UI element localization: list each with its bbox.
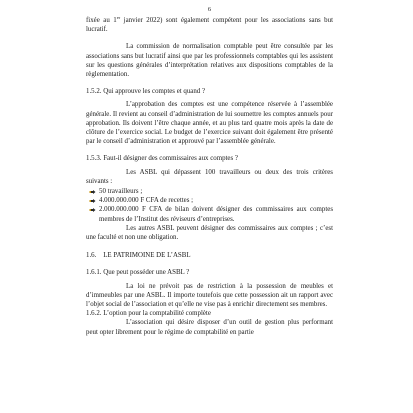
criteria-list bbox=[86, 187, 333, 224]
section-161-body: La loi ne prévoit pas de restriction à la possession de meubles et d’immeubles par une ASBL. Il importe toutefois que cette possession ait un rapport avec l’objet social de l’association et qu’elle ne vise pas à enrichir directement ses membres. bbox=[86, 282, 333, 309]
intro-text-post: janvier 2022) sont également compétent pour les associations sans but lucratif. bbox=[86, 17, 333, 34]
pointing-hand-bullet-icon bbox=[89, 207, 96, 213]
intro-text-pre: fixée au 1 bbox=[86, 17, 117, 24]
section-152-heading: 1.5.2. Qui approuve les comptes et quand ? bbox=[86, 88, 206, 96]
section-161-heading: 1.6.1. Que peut posséder une ASBL ? bbox=[86, 269, 190, 277]
section-153-intro: Les ASBL qui dépassent 100 travailleurs ou deux des trois critères suivants : bbox=[86, 168, 333, 185]
section-153-heading: 1.5.3. Faut-il désigner des commissaires aux comptes ? bbox=[86, 155, 238, 163]
pointing-hand-bullet-icon bbox=[89, 189, 96, 195]
list-item bbox=[86, 187, 333, 196]
list-item bbox=[86, 205, 333, 223]
page-number: 6 bbox=[207, 6, 212, 13]
section-152-body: L’approbation des comptes est une compétence réservée à l’assemblée générale. Il revient au conseil d’administration de lui soumettre les comptes annuels pour approbation. Ils doivent l’être chaque année, et au plus tard quatre mois après la date de clôture de l’exercice social. Le budget de l’exercice suivant doit également être présenté par le conseil d’administration et approuvé par l’assemblée générale. bbox=[86, 101, 333, 146]
section-162-body: L’association qui désire disposer d’un outil de gestion plus performant peut opter librement pour le régime de comptabilité en partie bbox=[86, 319, 333, 336]
section-16-heading: 1.6. LE PATRIMOINE DE L’ASBL bbox=[86, 252, 191, 260]
commission-paragraph: La commission de normalisation comptable peut être consultée par les associations sans but lucratif ainsi que par les professionnels comptables qui les assistent sur les questions générales d’interprétation relatives aux dispositions comptables de la règlementation. bbox=[86, 43, 333, 79]
pointing-hand-bullet-icon bbox=[89, 198, 96, 204]
criteria-item-text: 2.000.000.000 F CFA de bilan doivent désigner des commissaires aux comptes membres de l’Institut des réviseurs d’entreprises. bbox=[99, 206, 333, 223]
intro-superscript: er bbox=[116, 15, 121, 20]
intro-paragraph bbox=[86, 16, 333, 34]
criteria-item-text: 4.000.000.000 F CFA de recettes ; bbox=[99, 197, 194, 205]
list-item bbox=[86, 196, 333, 205]
section-162-heading: 1.6.2. L’option pour la comptabilité complète bbox=[86, 310, 211, 318]
criteria-item-text: 50 travailleurs ; bbox=[99, 188, 143, 196]
section-153-closing: Les autres ASBL peuvent désigner des commissaires aux comptes ; c’est une faculté et non une obligation. bbox=[86, 224, 333, 242]
